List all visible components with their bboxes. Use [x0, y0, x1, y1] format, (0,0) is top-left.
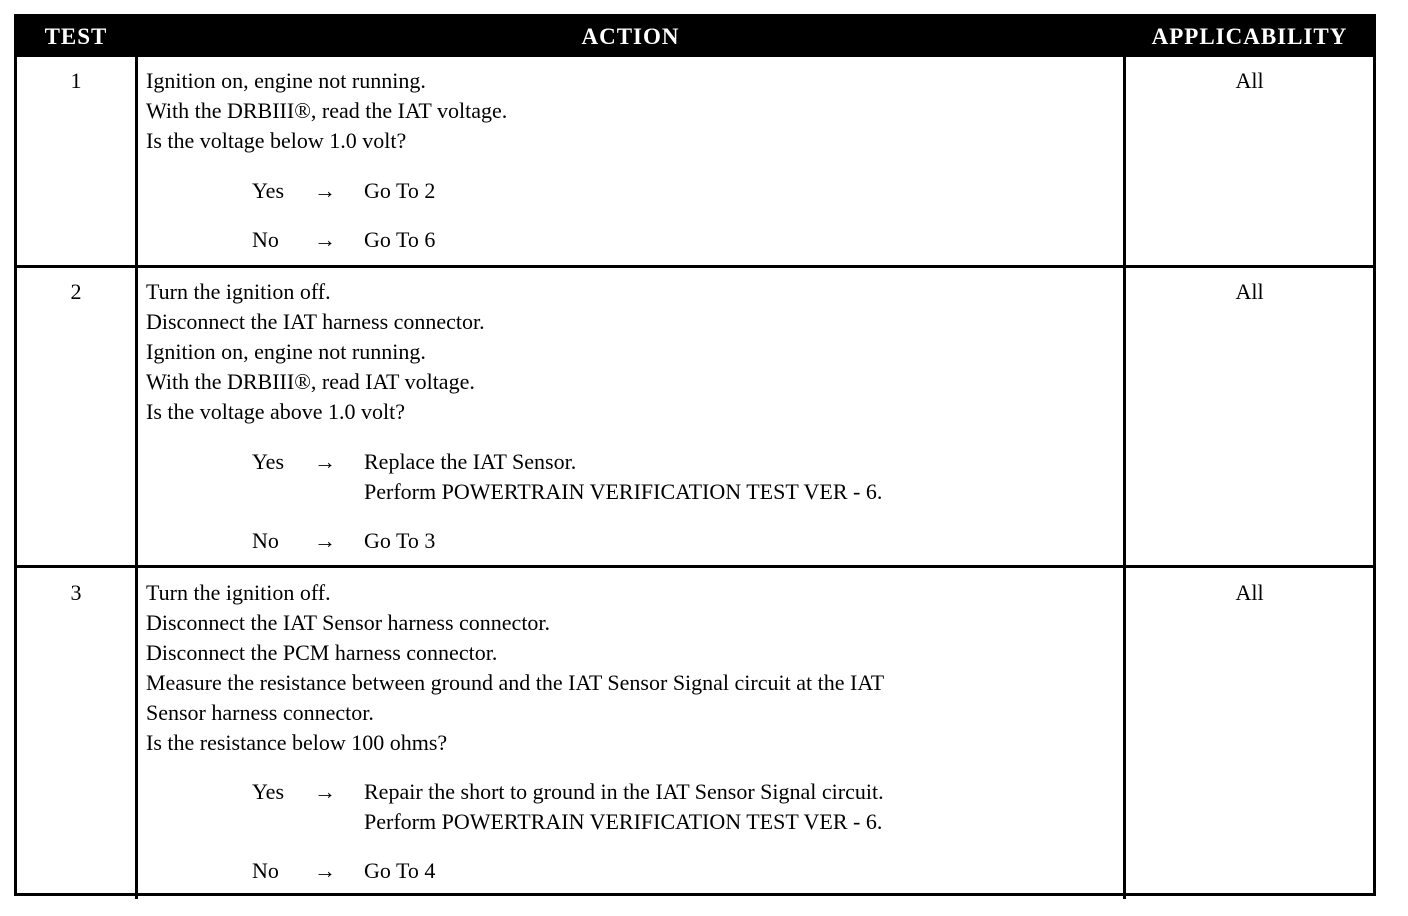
branch-result: Go To 2 — [364, 178, 436, 203]
branch-result: Go To 6 — [364, 227, 436, 252]
no-label: No — [252, 528, 279, 553]
yes-label: Yes — [252, 779, 285, 804]
arrow-icon: → — [314, 178, 336, 203]
yes-label: Yes — [252, 178, 285, 203]
column-divider — [135, 57, 138, 899]
branch-result: Repair the short to ground in the IAT Sensor Signal circuit. Perform POWERTRAIN VERIFICATION TEST VER - 6. — [364, 779, 884, 834]
row-divider — [17, 565, 1373, 568]
arrow-icon: → — [314, 858, 336, 883]
action-cell — [146, 578, 1126, 883]
action-line: Turn the ignition off. — [146, 580, 331, 605]
column-divider — [1123, 57, 1126, 899]
no-label: No — [252, 858, 279, 883]
action-line: Is the voltage above 1.0 volt? — [146, 399, 406, 424]
header-applicability: APPLICABILITY — [1151, 24, 1348, 49]
action-line: Measure the resistance between ground and the IAT Sensor Signal circuit at the IAT — [146, 670, 885, 695]
action-line: With the DRBIII®, read IAT voltage. — [146, 369, 475, 394]
action-cell — [146, 277, 1126, 553]
arrow-icon: → — [314, 779, 336, 804]
arrow-icon: → — [314, 528, 336, 553]
action-line: Disconnect the IAT harness connector. — [146, 309, 485, 334]
header-test: TEST — [44, 24, 108, 49]
row-divider — [17, 265, 1373, 268]
action-line: With the DRBIII®, read the IAT voltage. — [146, 98, 508, 123]
branch-result: Go To 4 — [364, 858, 436, 883]
action-line: Ignition on, engine not running. — [146, 68, 426, 93]
arrow-icon: → — [314, 227, 336, 252]
applicability-value: All — [1235, 580, 1264, 605]
arrow-icon: → — [314, 449, 336, 474]
action-line: Disconnect the IAT Sensor harness connector. — [146, 610, 551, 635]
action-line: Is the resistance below 100 ohms? — [146, 730, 448, 755]
yes-label: Yes — [252, 449, 285, 474]
applicability-value: All — [1235, 279, 1264, 304]
branch-result: Go To 3 — [364, 528, 436, 553]
header-action: ACTION — [581, 24, 680, 49]
action-line: Turn the ignition off. — [146, 279, 331, 304]
action-line: Sensor harness connector. — [146, 700, 374, 725]
applicability-value: All — [1235, 68, 1264, 93]
action-cell — [146, 66, 1126, 252]
test-number: 2 — [70, 279, 82, 304]
diagnostic-test-table — [14, 14, 1376, 896]
action-line: Disconnect the PCM harness connector. — [146, 640, 498, 665]
table-header — [17, 17, 1373, 57]
branch-result: Replace the IAT Sensor. Perform POWERTRAIN VERIFICATION TEST VER - 6. — [364, 449, 883, 504]
test-number: 3 — [70, 580, 82, 605]
no-label: No — [252, 227, 279, 252]
test-number: 1 — [70, 68, 82, 93]
action-line: Is the voltage below 1.0 volt? — [146, 128, 407, 153]
action-line: Ignition on, engine not running. — [146, 339, 426, 364]
